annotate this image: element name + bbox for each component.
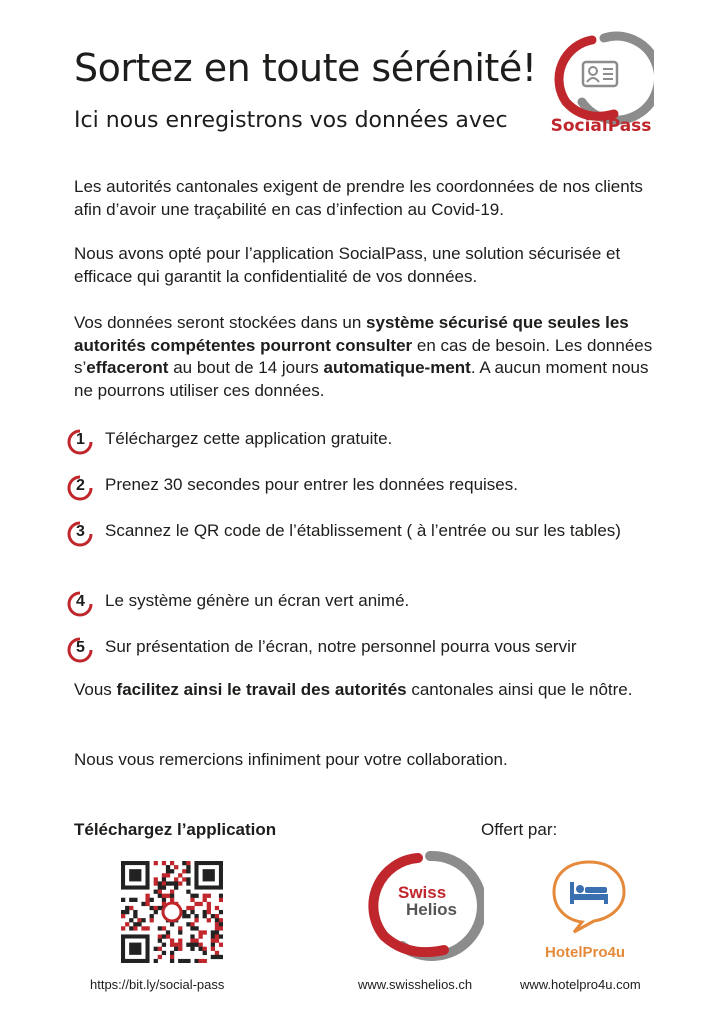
- download-title: Téléchargez l’application: [74, 820, 277, 839]
- step-text: Téléchargez cette application gratuite.: [105, 429, 393, 448]
- step-number-badge: [66, 636, 94, 664]
- step-number: 2: [76, 477, 85, 494]
- swiss-helios-line2: Helios: [406, 900, 458, 919]
- swiss-helios-line1: Swiss: [398, 883, 447, 902]
- hotelpro4u-url-link[interactable]: www.hotelpro4u.com: [520, 977, 641, 992]
- qr-code-icon[interactable]: [121, 861, 223, 963]
- step-text: Prenez 30 secondes pour entrer les données requises.: [105, 475, 518, 494]
- hotelpro4u-name: HotelPro4u: [545, 944, 626, 961]
- step-text: Scannez le QR code de l’établissement ( à l’entrée ou sur les tables): [105, 521, 621, 540]
- swiss-helios-wordmark: [398, 884, 457, 918]
- step-number-badge: [66, 474, 94, 502]
- step-text: Le système génère un écran vert animé.: [105, 591, 410, 610]
- step-number: 4: [76, 593, 85, 610]
- page-subtitle: Ici nous enregistrons vos données avec: [74, 108, 508, 133]
- step-number-badge: [66, 590, 94, 618]
- outro-paragraph-1: Vous facilitez ainsi le travail des autorités cantonales ainsi que le nôtre.: [74, 680, 633, 699]
- intro-paragraph-2: Nous avons opté pour l’application SocialPass, une solution sécurisée et efficace qui garantit la confidentialité de vos données.: [74, 244, 621, 286]
- intro-paragraph-1: Les autorités cantonales exigent de prendre les coordonnées de nos clients afin d’avoir une traçabilité en cas d’infection au Covid-19.: [74, 177, 643, 219]
- step-number-badge: [66, 520, 94, 548]
- step-text: Sur présentation de l’écran, notre personnel pourra vous servir: [105, 637, 577, 656]
- page-title: Sortez en toute sérénité!: [74, 46, 537, 90]
- qr-url-link[interactable]: https://bit.ly/social-pass: [90, 977, 225, 992]
- step-number: 5: [76, 639, 85, 656]
- step-number: 3: [76, 523, 85, 540]
- swisshelios-url-link[interactable]: www.swisshelios.ch: [358, 977, 473, 992]
- offered-by-label: Offert par:: [481, 820, 558, 839]
- step-number: 1: [76, 431, 85, 448]
- outro-paragraph-2: Nous vous remercions infiniment pour votre collaboration.: [74, 750, 508, 769]
- intro-paragraph-3: Vos données seront stockées dans un système sécurisé que seules les autorités compétentes pourront consulter en cas de besoin. Les données s’effaceront au bout de 14 jours automatique-ment. A aucun moment nous ne pourrons utiliser ces données.: [74, 313, 653, 400]
- hotelpro4u-logo-icon: [548, 858, 630, 934]
- step-number-badge: [66, 428, 94, 456]
- brand-name: SocialPass: [550, 116, 652, 136]
